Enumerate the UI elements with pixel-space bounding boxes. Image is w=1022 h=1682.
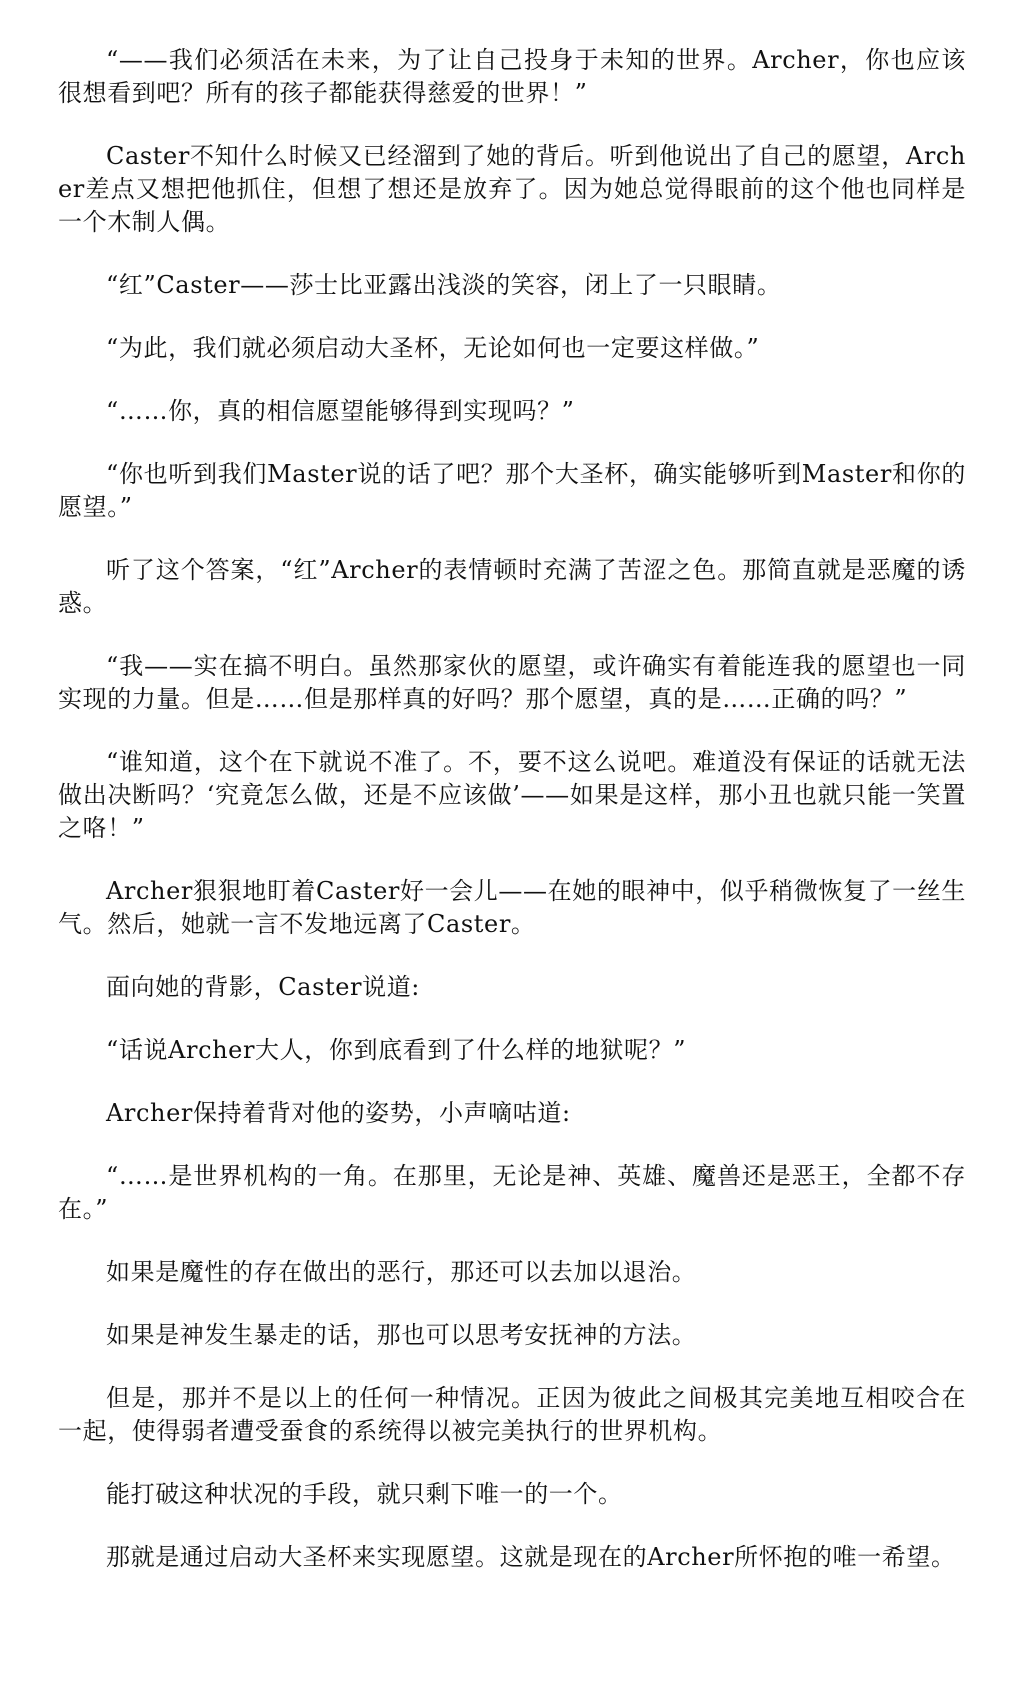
paragraph: Archer保持着背对他的姿势，小声嘀咕道: — [106, 1099, 571, 1127]
paragraph: 如果是魔性的存在做出的恶行，那还可以去加以退治。 — [106, 1258, 697, 1286]
paragraph: “谁知道，这个在下就说不准了。不，要不这么说吧。难道没有保证的话就无法做出决断吗？‘究竟怎么做，还是不应该做’——如果是这样，那小丑也就只能一笑置之咯！” — [58, 748, 966, 842]
paragraph: 如果是神发生暴走的话，那也可以思考安抚神的方法。 — [106, 1321, 697, 1349]
paragraph: “……你，真的相信愿望能够得到实现吗？” — [106, 397, 575, 425]
paragraph: 但是，那并不是以上的任何一种情况。正因为彼此之间极其完美地互相咬合在一起，使得弱者遭受蚕食的系统得以被完美执行的世界机构。 — [58, 1384, 966, 1445]
paragraph: “你也听到我们Master说的话了吧？那个大圣杯，确实能够听到Master和你的愿望。” — [58, 460, 966, 521]
paragraph: 能打破这种状况的手段，就只剩下唯一的一个。 — [106, 1480, 623, 1508]
paragraph: Archer狠狠地盯着Caster好一会儿——在她的眼神中，似乎稍微恢复了一丝生气。然后，她就一言不发地远离了Caster。 — [58, 877, 966, 938]
paragraph: “我——实在搞不明白。虽然那家伙的愿望，或许确实有着能连我的愿望也一同实现的力量。但是……但是那样真的好吗？那个愿望，真的是……正确的吗？” — [58, 652, 966, 713]
document-body — [58, 44, 966, 1604]
paragraph: “红”Caster——莎士比亚露出浅淡的笑容，闭上了一只眼睛。 — [106, 271, 782, 299]
paragraph: “为此，我们就必须启动大圣杯，无论如何也一定要这样做。” — [106, 334, 760, 362]
paragraph: “——我们必须活在未来，为了让自己投身于未知的世界。Archer，你也应该很想看到吧？所有的孩子都能获得慈爱的世界！” — [58, 46, 966, 107]
paragraph: Caster不知什么时候又已经溜到了她的背后。听到他说出了自己的愿望，Archer差点又想把他抓住，但想了想还是放弃了。因为她总觉得眼前的这个他也同样是一个木制人偶。 — [58, 142, 966, 236]
paragraph: “……是世界机构的一角。在那里，无论是神、英雄、魔兽还是恶王，全都不存在。” — [58, 1162, 966, 1223]
paragraph: 那就是通过启动大圣杯来实现愿望。这就是现在的Archer所怀抱的唯一希望。 — [106, 1543, 956, 1571]
paragraph: 面向她的背影，Caster说道: — [106, 973, 420, 1001]
paragraph: “话说Archer大人，你到底看到了什么样的地狱呢？” — [106, 1036, 687, 1064]
paragraph: 听了这个答案，“红”Archer的表情顿时充满了苦涩之色。那简直就是恶魔的诱惑。 — [58, 556, 966, 617]
